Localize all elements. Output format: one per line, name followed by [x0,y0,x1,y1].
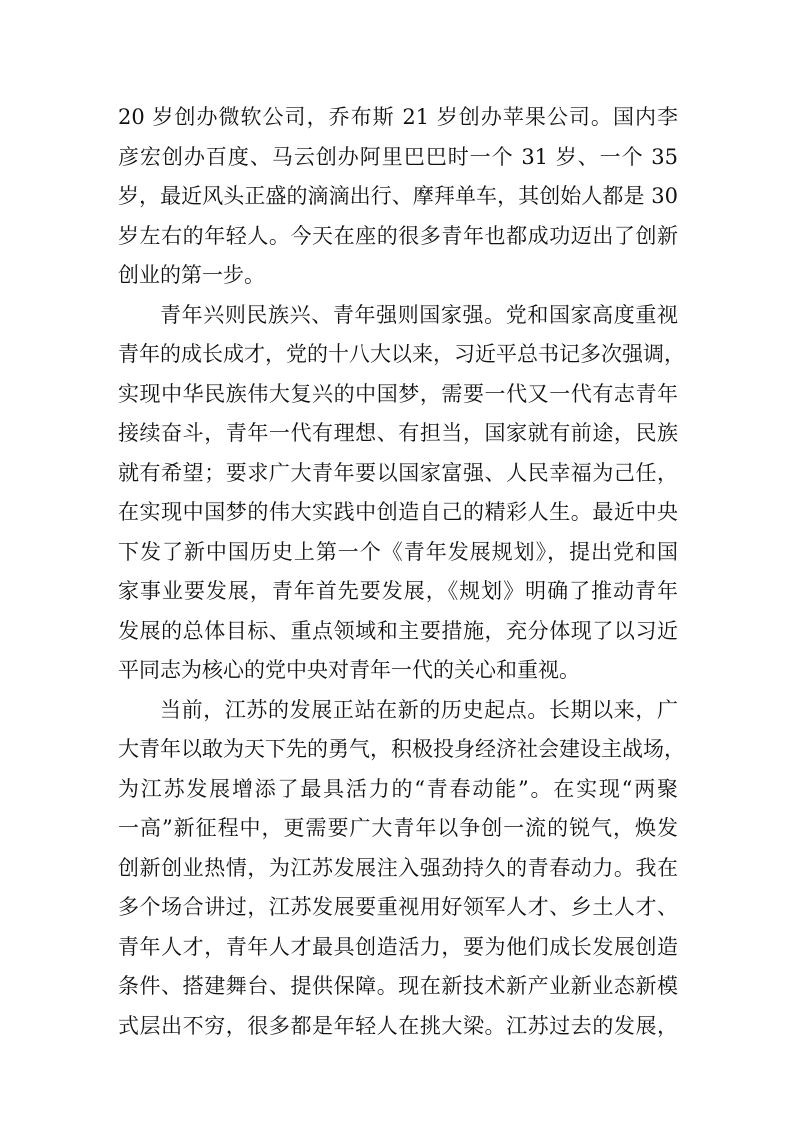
text-line: 彦宏创办百度、马云创办阿里巴巴时一个 31 岁、一个 35 [118,144,678,169]
text-line: 青年兴则民族兴、青年强则国家强。党和国家高度重视 [160,302,678,327]
text-line: 一高”新征程中，更需要广大青年以争创一流的锐气，焕发 [118,816,678,840]
text-line: 在实现中国梦的伟大实践中创造自己的精彩人生。最近中央 [118,500,678,524]
text-line: 家事业要发展，青年首先要发展，《规划》明确了推动青年 [118,579,678,603]
text-line: 创新创业热情，为江苏发展注入强劲持久的青春动力。我在 [118,855,678,880]
text-line: 大青年以敢为天下先的勇气，积极投身经济社会建设主战场， [118,737,685,761]
text-line: 为江苏发展增添了最具活力的“青春动能”。在实现“两聚 [118,776,678,801]
text-line: 下发了新中国历史上第一个《青年发展规划》，提出党和国 [118,539,678,564]
document-page [118,98,685,1046]
text-line: 接续奋斗，青年一代有理想、有担当，国家就有前途，民族 [118,421,678,445]
text-line: 青年的成长成才，党的十八大以来，习近平总书记多次强调， [118,342,685,366]
text-line: 式层出不穷，很多都是年轻人在挑大梁。江苏过去的发展， [118,1013,678,1038]
text-line: 青年人才，青年人才最具创造活力，要为他们成长发展创造 [118,934,678,959]
text-line: 多个场合讲过，江苏发展要重视用好领军人才、乡土人才、 [118,895,678,919]
text-line: 条件、搭建舞台、提供保障。现在新技术新产业新业态新模 [118,974,678,998]
text-line: 就有希望；要求广大青年要以国家富强、人民幸福为己任， [118,460,678,485]
text-line: 实现中华民族伟大复兴的中国梦，需要一代又一代有志青年 [118,381,678,406]
text-line: 岁左右的年轻人。今天在座的很多青年也都成功迈出了创新 [118,223,678,248]
text-line: 20 岁创办微软公司，乔布斯 21 岁创办苹果公司。国内李 [118,105,678,129]
text-line: 发展的总体目标、重点领域和主要措施，充分体现了以习近 [118,618,678,643]
text-line: 岁，最近风头正盛的滴滴出行、摩拜单车，其创始人都是 30 [118,184,678,208]
text-line: 当前，江苏的发展正站在新的历史起点。长期以来，广 [160,697,678,722]
text-line: 创业的第一步。 [118,263,265,287]
text-line: 平同志为核心的党中央对青年一代的关心和重视。 [118,658,580,682]
